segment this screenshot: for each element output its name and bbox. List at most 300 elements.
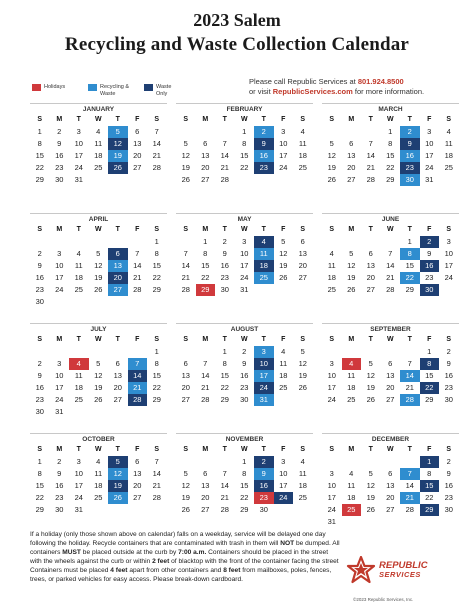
- month-july: [30, 323, 167, 423]
- month-name: DECEMBER: [371, 436, 410, 443]
- day-cell: 11: [347, 371, 356, 380]
- weekday-label: M: [348, 226, 355, 233]
- recycling-pickup-day: 21: [128, 382, 148, 394]
- recycling-pickup-day: 3: [254, 346, 274, 358]
- weekday-label: S: [183, 446, 189, 453]
- waste-pickup-day: 26: [108, 162, 128, 174]
- day-cell: 22: [201, 273, 210, 282]
- weekday-label: M: [56, 446, 63, 453]
- month-april: [30, 213, 167, 313]
- day-cell: 20: [181, 383, 190, 392]
- contact-line-website: [249, 87, 424, 97]
- day-cell: 16: [444, 371, 453, 380]
- weekday-label: M: [202, 226, 209, 233]
- day-cell: 5: [96, 359, 101, 368]
- day-cell: 23: [240, 383, 249, 392]
- weekday-label: M: [348, 446, 355, 453]
- day-cell: 26: [94, 395, 103, 404]
- notice-text: Containers should be placed in the street with the wheels against the curb or within: [30, 549, 329, 565]
- day-cell: 31: [240, 285, 249, 294]
- day-grid: [176, 346, 313, 406]
- weekday-label: T: [368, 336, 373, 343]
- day-cell: 10: [74, 139, 83, 148]
- weekday-label: T: [76, 116, 81, 123]
- day-cell: 7: [203, 359, 208, 368]
- recycling-pickup-day: 5: [108, 126, 128, 138]
- day-cell: 19: [366, 493, 375, 502]
- day-cell: 10: [327, 371, 336, 380]
- empty-day-cell: [69, 236, 89, 248]
- day-cell: 24: [279, 163, 288, 172]
- month-name: NOVEMBER: [225, 436, 264, 443]
- phone-number[interactable]: 801.924.8500: [357, 77, 404, 86]
- empty-day-cell: [196, 346, 216, 358]
- day-cell: 20: [113, 383, 122, 392]
- waste-pickup-day: 19: [108, 480, 128, 492]
- day-cell: 2: [57, 457, 62, 466]
- holiday-day: 25: [342, 504, 362, 516]
- day-cell: 6: [300, 237, 305, 246]
- day-cell: 22: [240, 493, 249, 502]
- day-cell: 15: [201, 261, 210, 270]
- month-january: [30, 103, 167, 203]
- day-cell: 2: [222, 237, 227, 246]
- weekday-label: T: [76, 336, 81, 343]
- day-cell: 26: [366, 505, 375, 514]
- day-cell: 24: [425, 163, 434, 172]
- day-cell: 9: [57, 139, 62, 148]
- waste-pickup-day: 6: [108, 248, 128, 260]
- notice-emphasis: 4 feet: [110, 567, 128, 574]
- recycle-star-icon: [346, 556, 376, 584]
- day-cell: 30: [35, 407, 44, 416]
- day-cell: 5: [368, 359, 373, 368]
- day-cell: 3: [76, 127, 81, 136]
- day-cell: 19: [94, 273, 103, 282]
- day-cell: 7: [154, 127, 159, 136]
- day-cell: 18: [74, 383, 83, 392]
- day-cell: 18: [298, 151, 307, 160]
- day-cell: 23: [55, 493, 64, 502]
- month-november: [176, 433, 313, 533]
- weekday-label: F: [281, 446, 286, 453]
- recycling-pickup-day: 7: [128, 358, 148, 370]
- day-cell: 15: [240, 481, 249, 490]
- day-cell: 27: [181, 395, 190, 404]
- day-cell: 26: [347, 285, 356, 294]
- day-cell: 27: [201, 505, 210, 514]
- day-cell: 18: [327, 273, 336, 282]
- month-name: SEPTEMBER: [370, 326, 411, 333]
- waste-swatch: [144, 84, 153, 91]
- day-cell: 24: [55, 285, 64, 294]
- notice-text: If a holiday (only those shown above on calendar) falls on a weekday, service will be delayed one day following the holiday. Recycle containers that are contaminated with trash in them will: [30, 531, 326, 547]
- day-cell: 25: [298, 493, 307, 502]
- weekday-label: S: [154, 336, 160, 343]
- day-cell: 12: [94, 261, 103, 270]
- day-cell: 26: [327, 175, 336, 184]
- day-cell: 19: [298, 371, 307, 380]
- weekday-label: M: [56, 116, 63, 123]
- weekday-label: W: [386, 336, 394, 343]
- weekday-label: S: [37, 336, 43, 343]
- day-cell: 27: [298, 273, 307, 282]
- day-cell: 8: [203, 249, 208, 258]
- day-cell: 9: [57, 469, 62, 478]
- day-grid: [30, 236, 167, 308]
- day-cell: 28: [152, 163, 161, 172]
- empty-day-cell: [50, 346, 70, 358]
- day-cell: 21: [133, 273, 142, 282]
- waste-pickup-day: 15: [420, 480, 440, 492]
- weekday-label: S: [446, 446, 452, 453]
- day-cell: 6: [388, 469, 393, 478]
- day-cell: 27: [133, 163, 142, 172]
- day-cell: 10: [240, 249, 249, 258]
- day-cell: 8: [222, 359, 227, 368]
- notice-text: be dumped. All containers: [30, 540, 340, 556]
- empty-day-cell: [381, 456, 401, 468]
- day-cell: 28: [152, 493, 161, 502]
- day-grid: [322, 456, 459, 528]
- day-cell: 3: [281, 127, 286, 136]
- day-cell: 6: [135, 127, 140, 136]
- empty-day-cell: [176, 236, 196, 248]
- day-cell: 12: [366, 371, 375, 380]
- empty-day-cell: [342, 126, 362, 138]
- day-cell: 18: [94, 481, 103, 490]
- weekday-label: S: [446, 336, 452, 343]
- notice-text: apart from other containers and: [127, 567, 224, 574]
- day-cell: 2: [242, 347, 247, 356]
- holiday-day: 4: [69, 358, 89, 370]
- day-cell: 28: [405, 505, 414, 514]
- day-cell: 11: [74, 371, 83, 380]
- month-name: AUGUST: [230, 326, 259, 333]
- empty-day-cell: [361, 126, 381, 138]
- day-cell: 5: [183, 469, 188, 478]
- day-cell: 29: [35, 175, 44, 184]
- day-cell: 22: [220, 383, 229, 392]
- day-cell: 13: [386, 371, 395, 380]
- day-cell: 26: [181, 505, 190, 514]
- day-cell: 8: [242, 139, 247, 148]
- empty-day-cell: [89, 236, 109, 248]
- day-cell: 4: [76, 249, 81, 258]
- republic-services-logo: [346, 556, 428, 584]
- weekday-label: W: [386, 116, 394, 123]
- day-grid: [176, 126, 313, 186]
- day-cell: 28: [201, 395, 210, 404]
- weekday-label: F: [427, 116, 432, 123]
- day-cell: 12: [298, 359, 307, 368]
- day-cell: 13: [201, 151, 210, 160]
- day-cell: 20: [201, 163, 210, 172]
- month-name: OCTOBER: [82, 436, 115, 443]
- day-cell: 14: [220, 481, 229, 490]
- weekday-label: S: [446, 116, 452, 123]
- day-cell: 3: [76, 457, 81, 466]
- day-cell: 11: [94, 139, 103, 148]
- day-cell: 29: [35, 505, 44, 514]
- notice-emphasis: 7:00 a.m.: [178, 549, 207, 556]
- recycling-pickup-day: 13: [108, 260, 128, 272]
- weekday-label: S: [329, 446, 335, 453]
- empty-day-cell: [361, 346, 381, 358]
- day-cell: 15: [35, 151, 44, 160]
- day-cell: 4: [300, 457, 305, 466]
- weekday-label: S: [329, 336, 335, 343]
- weekday-header: [176, 444, 313, 456]
- day-cell: 7: [183, 249, 188, 258]
- weekday-header: [30, 224, 167, 236]
- day-cell: 20: [133, 151, 142, 160]
- day-cell: 16: [55, 481, 64, 490]
- day-cell: 22: [386, 163, 395, 172]
- empty-day-cell: [322, 236, 342, 248]
- weekday-label: M: [56, 336, 63, 343]
- day-cell: 13: [133, 469, 142, 478]
- day-cell: 10: [55, 261, 64, 270]
- weekday-header: [322, 114, 459, 126]
- contact-website-prefix: or visit: [249, 86, 273, 96]
- day-cell: 6: [349, 139, 354, 148]
- weekday-header: [30, 334, 167, 346]
- empty-day-cell: [215, 126, 235, 138]
- day-cell: 22: [240, 163, 249, 172]
- day-cell: 9: [37, 261, 42, 270]
- empty-day-cell: [69, 346, 89, 358]
- day-cell: 20: [366, 273, 375, 282]
- day-cell: 14: [152, 139, 161, 148]
- empty-day-cell: [128, 236, 148, 248]
- day-cell: 6: [203, 469, 208, 478]
- day-cell: 27: [386, 505, 395, 514]
- recycling-pickup-day: 26: [108, 492, 128, 504]
- day-cell: 6: [203, 139, 208, 148]
- recycling-pickup-day: 2: [254, 126, 274, 138]
- empty-day-cell: [108, 346, 128, 358]
- day-cell: 9: [222, 249, 227, 258]
- day-cell: 24: [55, 395, 64, 404]
- weekday-label: W: [386, 226, 394, 233]
- waste-pickup-day: 2: [420, 236, 440, 248]
- empty-day-cell: [400, 346, 420, 358]
- weekday-label: S: [183, 116, 189, 123]
- day-cell: 16: [35, 383, 44, 392]
- day-cell: 12: [94, 371, 103, 380]
- logo-line1: REPUBLIC: [379, 560, 428, 571]
- weekday-header: [322, 334, 459, 346]
- day-cell: 11: [279, 359, 288, 368]
- day-cell: 22: [35, 493, 44, 502]
- weekday-label: W: [240, 226, 248, 233]
- day-cell: 31: [425, 175, 434, 184]
- day-cell: 8: [37, 469, 42, 478]
- day-cell: 18: [444, 151, 453, 160]
- notice-emphasis: MUST: [62, 549, 81, 556]
- day-cell: 22: [152, 273, 161, 282]
- day-cell: 26: [298, 383, 307, 392]
- weekday-label: W: [240, 116, 248, 123]
- website-link[interactable]: RepublicServices.com: [272, 86, 353, 96]
- day-cell: 10: [279, 469, 288, 478]
- day-grid: [322, 346, 459, 406]
- day-cell: 9: [446, 469, 451, 478]
- month-name: MAY: [237, 216, 252, 223]
- day-cell: 28: [181, 285, 190, 294]
- notice-emphasis: 8 feet: [223, 567, 241, 574]
- waste-pickup-day: 12: [108, 138, 128, 150]
- day-cell: 16: [55, 151, 64, 160]
- month-name: JANUARY: [82, 106, 115, 113]
- day-cell: 21: [405, 383, 414, 392]
- weekday-label: T: [368, 116, 373, 123]
- day-cell: 7: [154, 457, 159, 466]
- weekday-label: S: [37, 226, 43, 233]
- day-cell: 13: [366, 261, 375, 270]
- day-cell: 18: [74, 273, 83, 282]
- day-cell: 31: [74, 505, 83, 514]
- weekday-label: F: [135, 116, 140, 123]
- weekday-label: W: [94, 226, 102, 233]
- day-cell: 15: [152, 261, 161, 270]
- weekday-label: M: [56, 226, 63, 233]
- day-cell: 30: [55, 505, 64, 514]
- day-cell: 11: [347, 481, 356, 490]
- day-cell: 1: [203, 237, 208, 246]
- day-cell: 29: [386, 175, 395, 184]
- weekday-header: [30, 114, 167, 126]
- day-cell: 17: [279, 151, 288, 160]
- day-cell: 3: [446, 237, 451, 246]
- day-cell: 21: [366, 163, 375, 172]
- day-cell: 14: [152, 469, 161, 478]
- day-cell: 7: [222, 139, 227, 148]
- day-cell: 24: [444, 273, 453, 282]
- day-cell: 7: [135, 249, 140, 258]
- day-cell: 19: [181, 163, 190, 172]
- day-cell: 21: [386, 273, 395, 282]
- day-cell: 11: [298, 469, 307, 478]
- logo-wordmark: [379, 561, 428, 579]
- day-cell: 5: [96, 249, 101, 258]
- month-february: [176, 103, 313, 203]
- day-cell: 1: [242, 457, 247, 466]
- day-cell: 30: [220, 285, 229, 294]
- weekday-label: S: [37, 116, 43, 123]
- weekday-label: T: [115, 116, 120, 123]
- month-march: [322, 103, 459, 203]
- weekday-label: S: [154, 116, 160, 123]
- day-cell: 23: [444, 383, 453, 392]
- day-cell: 1: [37, 127, 42, 136]
- waste-pickup-day: 28: [128, 394, 148, 406]
- day-cell: 8: [154, 249, 159, 258]
- day-cell: 24: [74, 163, 83, 172]
- empty-day-cell: [342, 346, 362, 358]
- day-cell: 5: [349, 249, 354, 258]
- day-cell: 21: [152, 481, 161, 490]
- waste-pickup-day: 29: [420, 504, 440, 516]
- day-cell: 13: [113, 371, 122, 380]
- weekday-header: [322, 224, 459, 236]
- empty-day-cell: [322, 126, 342, 138]
- day-cell: 5: [368, 469, 373, 478]
- day-cell: 17: [55, 383, 64, 392]
- day-cell: 7: [368, 139, 373, 148]
- day-cell: 1: [154, 237, 159, 246]
- day-cell: 13: [181, 371, 190, 380]
- day-cell: 18: [347, 493, 356, 502]
- day-cell: 27: [113, 395, 122, 404]
- weekday-header: [176, 224, 313, 236]
- calendar-title-year: 2023 Salem: [193, 10, 281, 30]
- day-cell: 9: [427, 249, 432, 258]
- day-cell: 30: [35, 297, 44, 306]
- day-cell: 10: [279, 139, 288, 148]
- recycling-pickup-day: 21: [400, 492, 420, 504]
- empty-day-cell: [215, 456, 235, 468]
- day-cell: 30: [444, 505, 453, 514]
- weekday-label: F: [135, 336, 140, 343]
- waste-pickup-day: 9: [400, 138, 420, 150]
- day-grid: [30, 346, 167, 418]
- day-cell: 21: [220, 493, 229, 502]
- day-cell: 22: [152, 383, 161, 392]
- day-cell: 15: [405, 261, 414, 270]
- day-cell: 11: [298, 139, 307, 148]
- day-cell: 1: [37, 457, 42, 466]
- day-cell: 4: [281, 347, 286, 356]
- day-cell: 5: [300, 347, 305, 356]
- notice-emphasis: 2 feet: [152, 558, 170, 565]
- day-cell: 17: [327, 383, 336, 392]
- day-cell: 28: [133, 285, 142, 294]
- recycling-pickup-day: 19: [108, 150, 128, 162]
- weekday-label: F: [427, 446, 432, 453]
- weekday-label: T: [115, 336, 120, 343]
- contact-line-phone: [249, 77, 424, 87]
- day-cell: 3: [242, 237, 247, 246]
- waste-pickup-day: 23: [400, 162, 420, 174]
- day-cell: 29: [152, 395, 161, 404]
- weekday-label: T: [261, 336, 266, 343]
- day-cell: 26: [366, 395, 375, 404]
- day-cell: 30: [259, 505, 268, 514]
- weekday-label: F: [135, 446, 140, 453]
- day-cell: 10: [327, 481, 336, 490]
- day-cell: 29: [152, 285, 161, 294]
- recycling-pickup-day: 14: [400, 370, 420, 382]
- day-cell: 2: [37, 249, 42, 258]
- weekday-label: M: [202, 446, 209, 453]
- weekday-label: T: [115, 226, 120, 233]
- day-grid: [176, 236, 313, 296]
- weekday-label: S: [183, 336, 189, 343]
- day-cell: 12: [366, 481, 375, 490]
- day-cell: 31: [327, 517, 336, 526]
- day-cell: 16: [220, 261, 229, 270]
- waste-pickup-day: 30: [420, 284, 440, 296]
- weekday-label: T: [407, 336, 412, 343]
- day-cell: 1: [242, 127, 247, 136]
- contact-website-suffix: for more information.: [352, 86, 425, 96]
- weekday-label: T: [407, 446, 412, 453]
- day-cell: 16: [35, 273, 44, 282]
- waste-pickup-day: 24: [274, 492, 294, 504]
- day-cell: 20: [386, 493, 395, 502]
